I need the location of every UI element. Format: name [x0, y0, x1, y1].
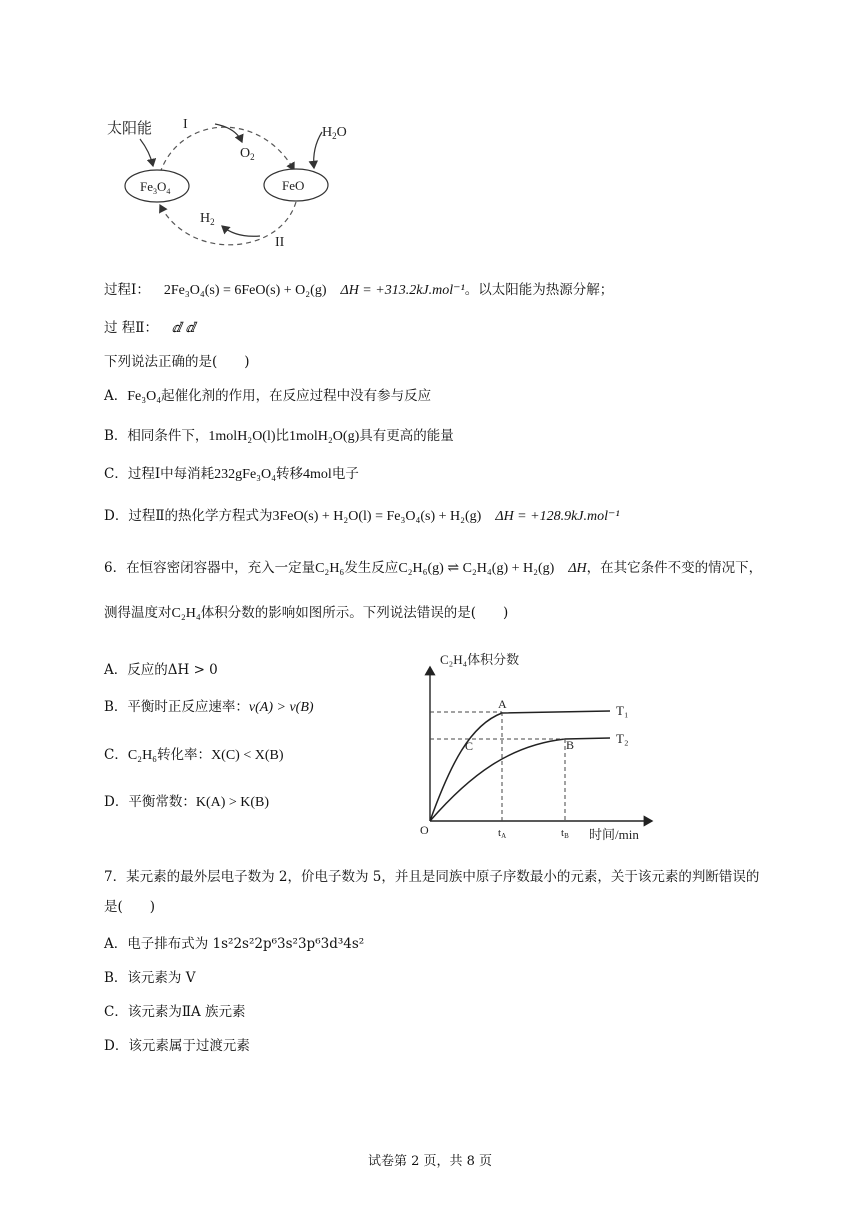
process1-enthalpy: ΔH = +313.2kJ.mol⁻¹ [340, 283, 465, 298]
q5-b-formula1: 1molH₂O(l) [208, 429, 276, 444]
q6-formula1: C₂H₆ [315, 561, 345, 576]
q6-text2: 发生反应 [344, 560, 399, 576]
q7-stem: 7．某元素的最外层电子数为 2，价电子数为 5，并且是同族中原子序数最小的元素，关于该元素的判断错误的是( ) [104, 869, 760, 915]
q6-c-prefix: C． [104, 747, 128, 763]
tb-tick-label: tB [561, 827, 569, 840]
q6-text4: 体积分数的影响如图所示。下列说法错误的是( ) [200, 605, 509, 621]
h2o-arrow [314, 132, 322, 168]
q5-b-mid: 比 [275, 428, 290, 444]
process1-label: 过程Ⅰ： [104, 282, 150, 298]
q5-option-c [104, 464, 359, 485]
q6-d-prefix: D．平衡常数： [104, 794, 196, 810]
q5-d-equation: 3FeO(s) + H₂O(l) = Fe₃O₄(s) + H₂(g) [272, 509, 482, 524]
q6-c-formula2: X(C) < X(B) [211, 748, 284, 763]
q6-equation: C₂H₆(g) ⇌ C₂H₄(g) + H₂(g) [398, 561, 555, 576]
fe-oxide-cycle-diagram [0, 0, 860, 260]
q6-c-formula1: C₂H₆ [127, 748, 158, 763]
q5-b-formula2: 1molH₂O(g) [289, 429, 360, 444]
q5-c-mid: 转移 [276, 466, 304, 482]
q5-stem: 下列说法正确的是( ) [104, 354, 250, 370]
q6-number: 6． [104, 560, 127, 576]
process1-tail: 。以太阳能为热源分解； [464, 282, 614, 298]
q5-b-end: 具有更高的能量 [359, 428, 454, 444]
process1-line [104, 280, 613, 301]
point-a-label: A [498, 697, 507, 711]
o2-arrow [215, 124, 242, 142]
curve-t1 [430, 711, 610, 821]
q5-d-enthalpy: ΔH = +128.9kJ.mol⁻¹ [495, 509, 620, 524]
t1-label: T₁ [616, 703, 629, 718]
q6-text3: ，在其它条件不变的情况下，测得温度对 [104, 560, 763, 621]
y-axis-label: C₂H₄体积分数 [440, 652, 520, 667]
q6-text1: 在恒容密闭容器中，充入一定量 [126, 560, 316, 576]
q5-c-end: 电子 [331, 466, 359, 482]
process2-mark1: ⅆ [171, 320, 182, 336]
process2-label: 过 程Ⅱ： [104, 320, 158, 336]
q6-d-formula: K(A) > K(B) [195, 795, 270, 810]
c2h4-fraction-graph [0, 645, 860, 845]
q5-c-amount: 4mol [303, 467, 332, 482]
q6-stem [104, 546, 764, 636]
h2-arrow [222, 226, 260, 236]
fe3o4-label: $Fe_3O_4$ [140, 179, 171, 196]
q5-d-prefix: D．过程Ⅱ的热化学方程式为 [104, 508, 273, 524]
q6-b-prefix: B．平衡时正反应速率： [104, 699, 249, 715]
curve-t2 [430, 738, 610, 821]
q6-formula2: C₂H₄ [171, 606, 201, 621]
q5-c-formula: 232gFe₃O₄ [214, 467, 277, 482]
q5-a-formula: Fe₃O₄ [127, 389, 162, 404]
q7-option-d: D．该元素属于过渡元素 [104, 1038, 250, 1054]
q5-a-prefix: A． [104, 388, 128, 404]
process2-line [104, 318, 195, 338]
solar-energy-label: 太阳能 [107, 121, 153, 137]
q5-c-prefix: C．过程Ⅰ中每消耗 [104, 466, 215, 482]
q5-option-b [104, 426, 454, 447]
q5-b-prefix: B．相同条件下， [104, 428, 209, 444]
q5-a-text: 起催化剂的作用，在反应过程中没有参与反应 [161, 388, 432, 404]
process2-mark2: ⅆ [185, 320, 196, 336]
h2-label: $H_2$ [200, 211, 215, 227]
point-b-label: B [566, 738, 575, 752]
o2-label: $O_2$ [240, 146, 255, 162]
solar-arrow [140, 139, 153, 166]
q6-c-mid: 转化率： [157, 747, 212, 763]
q5-option-d [104, 506, 620, 527]
step1-dashed-arc [160, 127, 294, 173]
feo-label: FeO [282, 178, 305, 193]
step1-label: I [183, 117, 188, 132]
page-footer: 试卷第 2 页，共 8 页 [367, 1154, 493, 1169]
h2o-label: $H_2O$ [322, 125, 347, 141]
t2-label: T₂ [616, 731, 629, 746]
q7-option-b: B．该元素为 V [104, 970, 196, 986]
q6-enthalpy: ΔH [568, 561, 587, 576]
x-axis-label: 时间/min [589, 827, 639, 842]
q5-option-a [104, 386, 431, 407]
q7-option-c: C．该元素为ⅡA 族元素 [104, 1004, 246, 1020]
q6-b-formula: v(A) > v(B) [248, 700, 314, 715]
q6-option-a: A．反应的ΔH > 0 [104, 662, 218, 678]
point-c-label: C [465, 739, 474, 753]
origin-label: O [420, 823, 429, 837]
ta-tick-label: tA [498, 827, 507, 840]
q7-option-a: A．电子排布式为 1s²2s²2p⁶3s²3p⁶3d³4s² [104, 936, 365, 952]
step2-label: II [275, 235, 285, 250]
process1-equation: 2Fe₃O₄(s) = 6FeO(s) + O₂(g) [163, 283, 327, 298]
